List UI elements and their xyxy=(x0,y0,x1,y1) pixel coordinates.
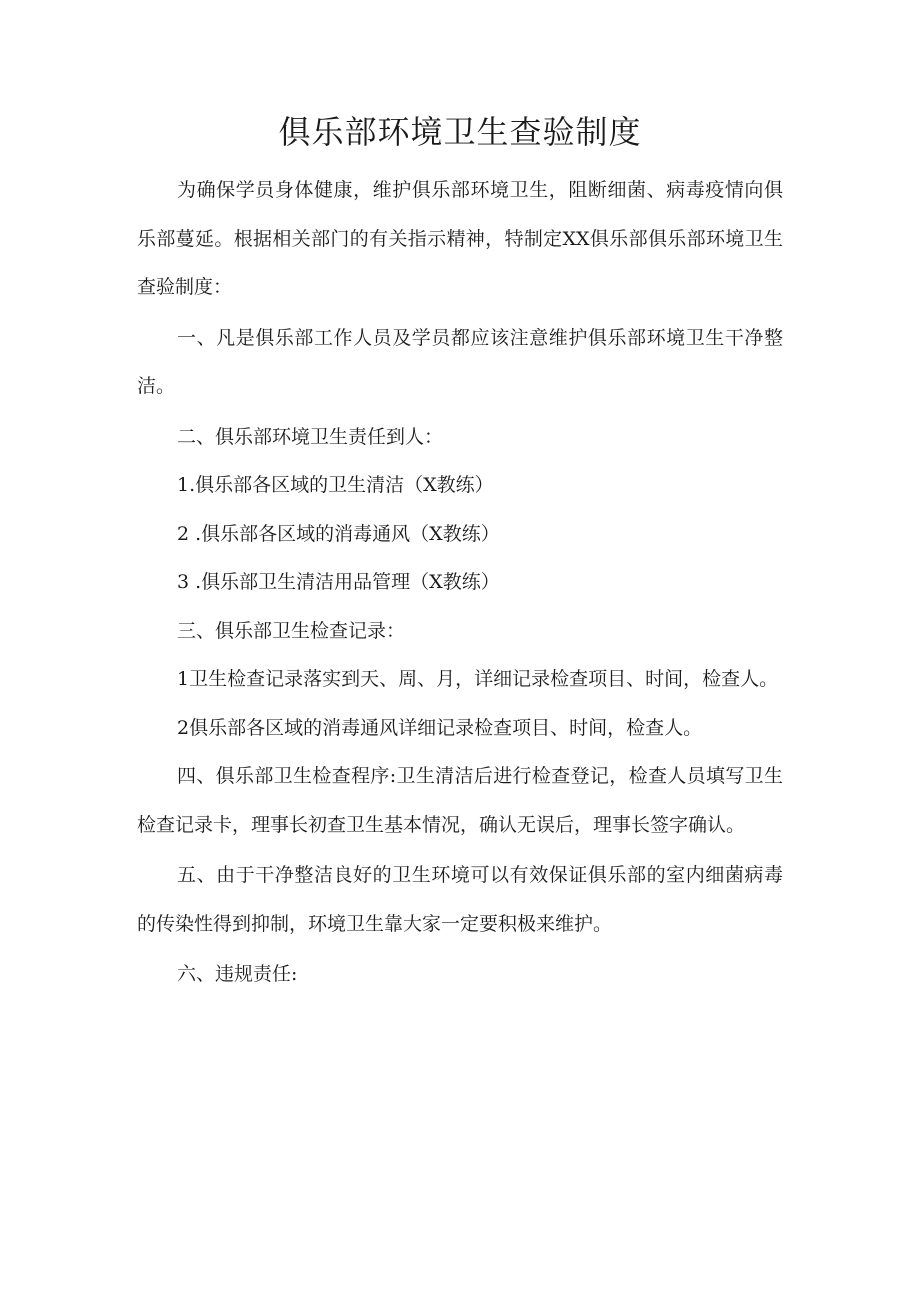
paragraph-section-4: 四、俱乐部卫生检查程序:卫生清洁后进行检查登记，检查人员填写卫生检查记录卡，理事长初查卫生基本情况，确认无误后，理事长签字确认。 xyxy=(137,765,783,836)
list-item-2-1: 1.俱乐部各区域的卫生清洁（X教练） xyxy=(177,474,494,496)
paragraph-section-5: 五、由于干净整洁良好的卫生环境可以有效保证俱乐部的室内细菌病毒的传染性得到抑制，环境卫生靠大家一定要积极来维护。 xyxy=(137,864,783,935)
list-item-2-2: 2 .俱乐部各区域的消毒通风（X教练） xyxy=(177,522,500,545)
list-item-2-3: 3 .俱乐部卫生清洁用品管理（X教练） xyxy=(177,571,500,593)
list-item-3-2: 2俱乐部各区域的消毒通风详细记录检查项目、时间，检查人。 xyxy=(177,716,703,739)
paragraph-intro: 为确保学员身体健康，维护俱乐部环境卫生，阻断细菌、病毒疫情向俱乐部蔓延。根据相关部门的有关指示精神，特制定XX俱乐部俱乐部环境卫生查验制度： xyxy=(137,179,783,298)
paragraph-section-1: 一、凡是俱乐部工作人员及学员都应该注意维护俱乐部环境卫生干净整洁。 xyxy=(137,326,783,397)
list-item-3-1: 1卫生检查记录落实到天、周、月，详细记录检查项目、时间，检查人。 xyxy=(177,668,779,690)
document-title: 俱乐部环境卫生查验制度 xyxy=(278,113,642,151)
paragraph-section-3: 三、俱乐部卫生检查记录： xyxy=(177,619,406,642)
document-body xyxy=(137,166,783,999)
paragraph-section-6: 六、违规责任: xyxy=(177,963,298,985)
paragraph-section-2: 二、俱乐部环境卫生责任到人： xyxy=(177,425,444,448)
